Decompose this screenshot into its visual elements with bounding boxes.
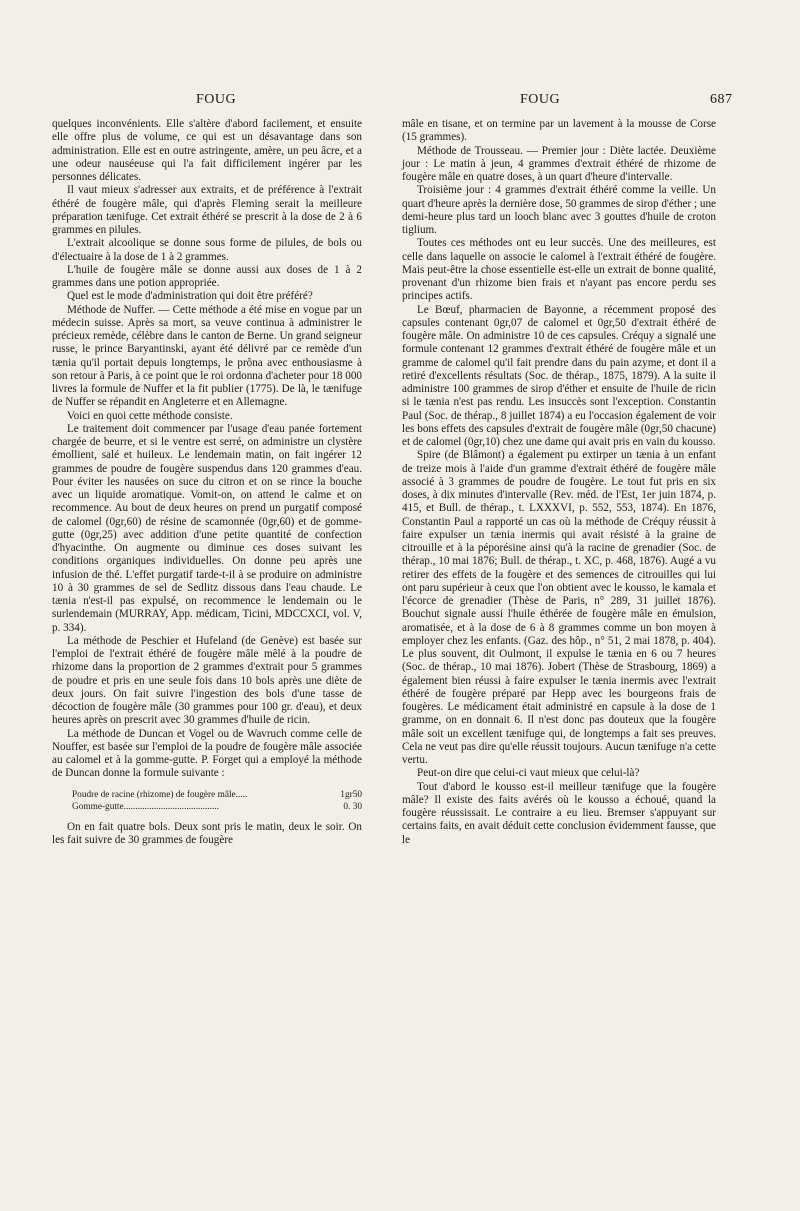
paragraph: Peut-on dire que celui-ci vaut mieux que celui-là? (417, 767, 640, 780)
page-number: 687 (710, 92, 733, 107)
paragraph: mâle en tisane, et on termine par un lavement à la mousse de Corse (15 grammes). (402, 118, 716, 144)
paragraph: On en fait quatre bols. Deux sont pris le matin, deux le soir. On les fait suivre de 30 grammes de fougère (52, 820, 362, 846)
running-header-left: FOUG (196, 92, 237, 107)
paragraph: Il vaut mieux s'adresser aux extraits, et de préférence à l'extrait éthéré de fougère mâle, qui d'après Fleming serait la meilleure préparation tænifuge. Cet extrait éthéré se prescrit à la dose de 2 à 6 grammes en pilules. (52, 184, 362, 236)
paragraph: Le traitement doit commencer par l'usage d'eau panée fortement chargée de beurre, et si le ventre est serré, on administre un clystère émollient, salé et huileux. Le lendemain matin, on fait ingérer 12 grammes de poudre de fougère suspendus dans 120 grammes d'eau. Pour éviter les nausées on suce du citron et on se rince la bouche avec un liquide aromatique. Vomit-on, on attend le calme et on recommence. Au bout de deux heures on prend un purgatif composé de calomel (0gr,60) de résine de scamonnée (0gr,60) et de gomme-gutte (0gr,25) avec addition d'une petite quantité de confection d'hyacinthe. On augmente ou diminue ces doses suivant les conditions organiques individuelles. On donne peu après une infusion de thé. L'effet purgatif tarde-t-il à se produire on administre 10 à 30 grammes de sel de Sedlitz dissous dans l'eau chaude. Le tænia n'est-il pas expulsé, on recommence le lendemain ou le surlendemain (MURRAY, App. médicam, Ticini, MDCCXCI, vol. V, p. 334). (52, 422, 362, 634)
recipe-formula (52, 789, 362, 813)
paragraph: Quel est le mode d'administration qui doit être préféré? (67, 290, 313, 303)
paragraph: Spire (de Blâmont) a également pu extirper un tænia à un enfant de treize mois à l'aide d'un gramme d'extrait éthéré de fougère mâle associé à 3 grammes de poudre de fougère. Le tout fut pris en six doses, à dix minutes d'intervalle (Rev. méd. de l'Est, 1er juin 1874, p. 415, et Bull. de thérap., t. LXXXVI, p. 552, 553, 1874). En 1876, Constantin Paul a rapporté un cas où la méthode de Créquy réussit à faire expulser un tænia inermis qui avait résisté à la graine de citrouille et à la péporésine ainsi qu'à la racine de grenadier (Soc. de thérap., 10 mai 1876; Bull. de thérap., t. XC, p. 468, 1876). Augé a vu retirer des effets de la fougère et des semences de citrouilles qui lui ont paru supérieur à ceux que l'on obtient avec le kousso, le kamala et l'écorce de grenadier (Thèse de Paris, n° 289, 31 juillet 1876). Bouchut signale aussi l'huile éthérée de fougère mâle en émulsion, aromatisée, et à la dose de 6 à 8 grammes comme un bon moyen à employer chez les enfants. (Gaz. des hôp., n° 51, 2 mai 1878, p. 404). Le plus souvent, dit Oulmont, il expulse le tænia en 6 ou 7 heures (Soc. de thérap., 10 mai 1876). Jobert (Thèse de Strasbourg, 1869) a également bien réussi à faire expulser le tænia inermis avec l'extrait éthéré de fougère préparé par Hepp avec les bourgeons frais de fougères. Le médicament était administré en capsule à la dose de 1 gramme, on en donnait 6. Il n'est donc pas douteux que la fougère mâle soit un excellent tænifuge qui, de longtemps a fait ses preuves. Cela ne veut pas dire qu'elle réussit toujours. Aucun tænifuge n'a cette vertu. (402, 449, 716, 766)
paragraph: L'huile de fougère mâle se donne aussi aux doses de 1 à 2 grammes dans une potion appropriée. (52, 263, 362, 289)
recipe-line (52, 801, 362, 813)
running-header-right: FOUG (520, 92, 561, 107)
paragraph: L'extrait alcoolique se donne sous forme de pilules, de bols ou d'électuaire à la dose de 1 à 2 grammes. (52, 237, 362, 263)
right-column (402, 118, 716, 847)
recipe-quantity: 0. 30 (343, 801, 362, 812)
paragraph: Le Bœuf, pharmacien de Bayonne, a récemment proposé des capsules contenant 0gr,07 de calomel et 0gr,50 d'extrait éthéré de fougère mâle. On administre 10 de ces capsules. Créquy a signalé une formule contenant 12 grammes d'extrait éthéré de fougère mâle et un gramme de calomel qu'il fait prendre dans du pain azyme, et dont il a retiré d'excellents résultats (Soc. de thérap., 1875, 1879). A la suite il administre 100 grammes de sirop d'éther et ensuite de l'huile de ricin si le tænia n'est pas rendu. Les insuccès sont l'exception. Constantin Paul (Soc. de thérap., 8 juillet 1874) a eu l'occasion également de voir les bons effets des capsules d'extrait de fougère mâle (0gr,50 chacune) et de calomel (0gr,10) chez une dame qui avait pris en vain du kousso. (402, 303, 716, 448)
paragraph: La méthode de Duncan et Vogel ou de Wavruch comme celle de Nouffer, est basée sur l'emploi de la poudre de fougère mâle associée au calomel et à la gomme-gutte. P. Forget qui a employé la méthode de Duncan donne la formule suivante : (52, 727, 362, 780)
recipe-quantity: 1gr50 (340, 789, 362, 800)
paragraph: Toutes ces méthodes ont eu leur succès. Une des meilleures, est celle dans laquelle on associe le calomel à l'extrait éthéré de fougère. Mais peut-être la chose essentielle est-elle un extrait de bonne qualité, provenant d'un rhizome bien frais et n'ayant pas encore perdu ses principes actifs. (402, 237, 716, 303)
recipe-line (52, 789, 362, 801)
recipe-ingredient: Poudre de racine (rhizome) de fougère mâle..... (72, 789, 248, 800)
left-column (52, 118, 362, 847)
paragraph: Méthode de Nuffer. — Cette méthode a été mise en vogue par un médecin suisse. Après sa mort, sa veuve continua à administrer le précieux remède, célèbre dans le canton de Berne. Un grand seigneur russe, le prince Baryantinski, ayant été délivré par ce remède d'un tænia qu'il portait depuis longtemps, le prôna avec enthousiasme à son retour à Paris, à ce point que le roi ordonna d'acheter pour 18 000 livres la formule de Nuffer et la fit publier (1775). De là, le tænifuge de Nuffer se répandit en Angleterre et en Allemagne. (52, 303, 362, 409)
paragraph: quelques inconvénients. Elle s'altère d'abord facilement, et ensuite elle offre plus de volume, ce qui est un désavantage dans son administration. Elle est en outre astringente, amère, un peu âcre, et a une odeur nauséeuse qui l'a fait difficilement ingérer par les personnes délicates. (52, 118, 362, 183)
paragraph: Tout d'abord le kousso est-il meilleur tænifuge que la fougère mâle? Il existe des faits avérés où le kousso a échoué, quand la fougère réussissait. Le contraire a eu lieu. Bremser s'appuyant sur certains faits, en avait déduit cette conclusion évidemment fausse, que le (402, 780, 716, 846)
paragraph: Méthode de Trousseau. — Premier jour : Diète lactée. Deuxième jour : Le matin à jeun, 4 grammes d'extrait éthéré de rhizome de fougère mâle en quatre doses, à un quart d'heure d'intervalle. (402, 144, 716, 183)
paragraph: Voici en quoi cette méthode consiste. (67, 409, 233, 422)
paragraph: La méthode de Peschier et Hufeland (de Genève) est basée sur l'emploi de l'extrait éthéré de fougère mâle mêlé à la poudre de rhizome dans la proportion de 2 grammes d'extrait pour 5 grammes de poudre et pris en une seule fois dans 10 bols après une diète de deux jours. On fait suivre l'ingestion des bols d'une tasse de décoction de fougère mâle (30 grammes pour 100 gr. d'eau), et deux heures après on prescrit avec 30 grammes d'huile de ricin. (52, 634, 362, 727)
recipe-ingredient: Gomme-gutte......................................... (72, 801, 219, 812)
paragraph: Troisième jour : 4 grammes d'extrait éthéré comme la veille. Un quart d'heure après la dernière dose, 50 grammes de sirop d'éther ; une demi-heure plus tard un looch blanc avec 3 gouttes d'huile de croton tiglium. (402, 184, 716, 236)
